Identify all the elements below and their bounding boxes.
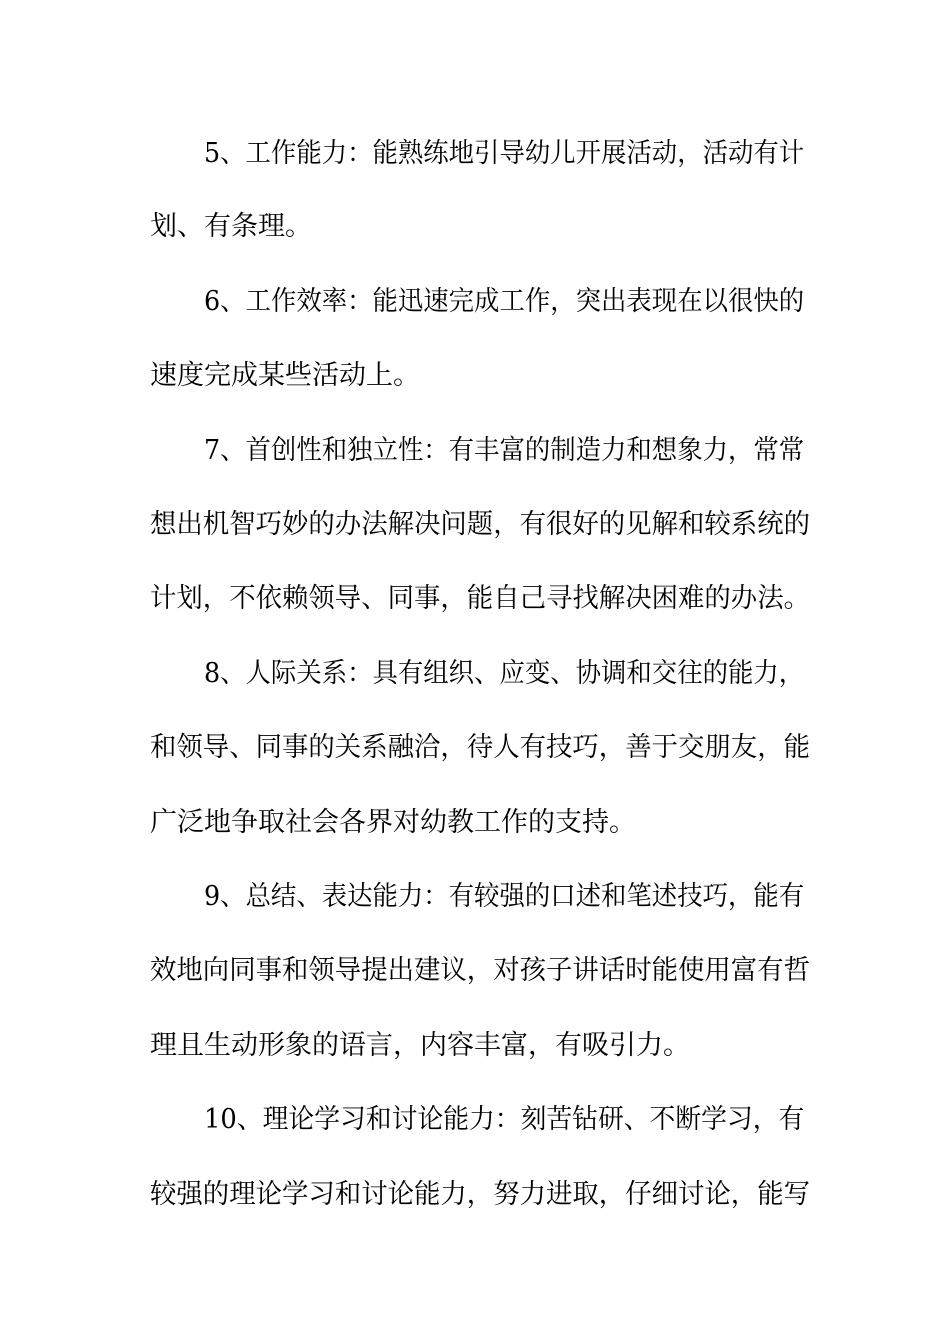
- paragraph-7-line-1: 7、首创性和独立性：有丰富的制造力和想象力，常常: [204, 435, 805, 466]
- paragraph-8-line-1: 8、人际关系：具有组织、应变、协调和交往的能力，: [204, 658, 805, 689]
- paragraph-8-line-2: 和领导、同事的关系融洽，待人有技巧，善于交朋友，能: [150, 732, 811, 763]
- paragraph-7-line-2: 想出机智巧妙的办法解决问题，有很好的见解和较系统的: [150, 509, 811, 540]
- paragraph-5-line-2: 划、有条理。: [150, 211, 312, 242]
- paragraph-6-line-1: 6、工作效率：能迅速完成工作，突出表现在以很快的: [204, 286, 805, 317]
- paragraph-8-line-3: 广泛地争取社会各界对幼教工作的支持。: [150, 807, 636, 838]
- paragraph-6-line-2: 速度完成某些活动上。: [150, 360, 420, 391]
- paragraph-7-line-3: 计划，不依赖领导、同事，能自己寻找解决困难的办法。: [150, 583, 811, 614]
- paragraph-9-line-1: 9、总结、表达能力：有较强的口述和笔述技巧，能有: [204, 881, 805, 912]
- paragraph-10-line-2: 较强的理论学习和讨论能力，努力进取，仔细讨论，能写: [150, 1179, 811, 1210]
- paragraph-10-line-1: 10、理论学习和讨论能力：刻苦钻研、不断学习，有: [204, 1104, 805, 1135]
- paragraph-5-line-1: 5、工作能力：能熟练地引导幼儿开展活动，活动有计: [204, 138, 805, 169]
- paragraph-9-line-2: 效地向同事和领导提出建议，对孩子讲话时能使用富有哲: [150, 955, 811, 986]
- paragraph-9-line-3: 理且生动形象的语言，内容丰富，有吸引力。: [150, 1030, 690, 1061]
